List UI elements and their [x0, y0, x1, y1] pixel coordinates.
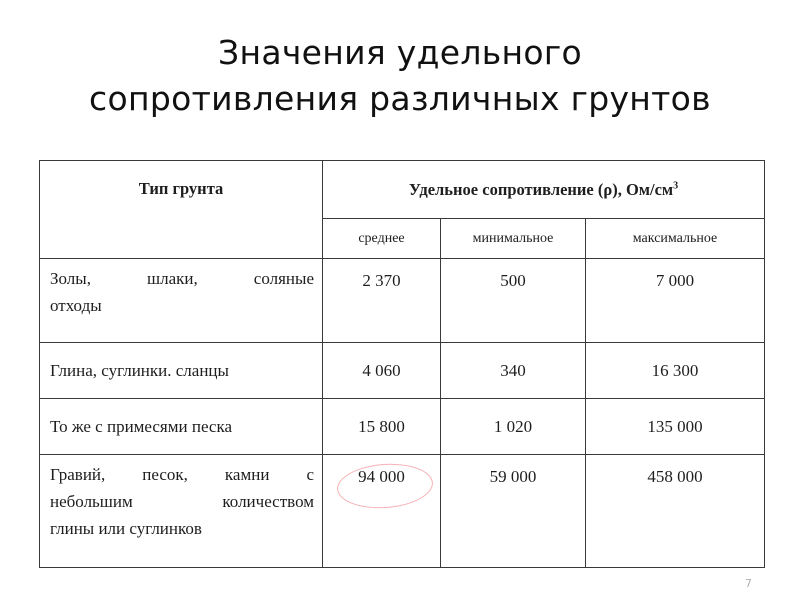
- row-soil-name-line: небольшим количеством: [50, 492, 314, 511]
- table-row: [40, 343, 765, 399]
- subheader-minimum: минимальное: [441, 219, 586, 259]
- header-soil-type: Тип грунта: [40, 161, 323, 259]
- row-avg-value: 4 060: [323, 343, 441, 399]
- header-resistance-label: Удельное сопротивление (ρ), Ом/см: [408, 179, 674, 199]
- row-max-value: 135 000: [586, 399, 765, 455]
- row-soil-name: [40, 455, 323, 568]
- row-soil-name: Глина, суглинки. сланцы: [40, 343, 323, 399]
- row-min-value: 1 020: [441, 399, 586, 455]
- table-row: [40, 259, 765, 343]
- row-soil-name: То же с примесями песка: [40, 399, 323, 455]
- slide-title: [0, 30, 800, 122]
- slide-number: 7: [745, 577, 752, 590]
- row-avg-value: 15 800: [323, 399, 441, 455]
- slide-title-line-1: Значения удельного: [217, 33, 582, 72]
- row-max-value: 7 000: [586, 259, 765, 343]
- row-max-value: 16 300: [586, 343, 765, 399]
- row-min-value: 59 000: [441, 455, 586, 568]
- row-avg-value: 2 370: [323, 259, 441, 343]
- row-min-value: 340: [441, 343, 586, 399]
- row-avg-value: 94 000: [323, 455, 441, 568]
- row-soil-name-line: отходы: [50, 296, 102, 315]
- row-soil-name-line: Гравий, песок, камни с: [50, 465, 314, 484]
- header-resistance-superscript: 3: [673, 180, 679, 191]
- table-header-row: [40, 161, 765, 219]
- row-min-value: 500: [441, 259, 586, 343]
- slide-title-line-2: сопротивления различных грунтов: [89, 79, 711, 118]
- subheader-maximum: максимальное: [586, 219, 765, 259]
- row-soil-name: [40, 259, 323, 343]
- soil-resistance-table: [39, 160, 765, 568]
- header-resistance: [323, 161, 765, 219]
- row-max-value: 458 000: [586, 455, 765, 568]
- subheader-average: среднее: [323, 219, 441, 259]
- row-soil-name-line: глины или суглинков: [50, 519, 202, 538]
- row-soil-name-line: Золы, шлаки, соляные: [50, 269, 314, 288]
- scanned-table-image: [39, 160, 764, 567]
- table-row: [40, 399, 765, 455]
